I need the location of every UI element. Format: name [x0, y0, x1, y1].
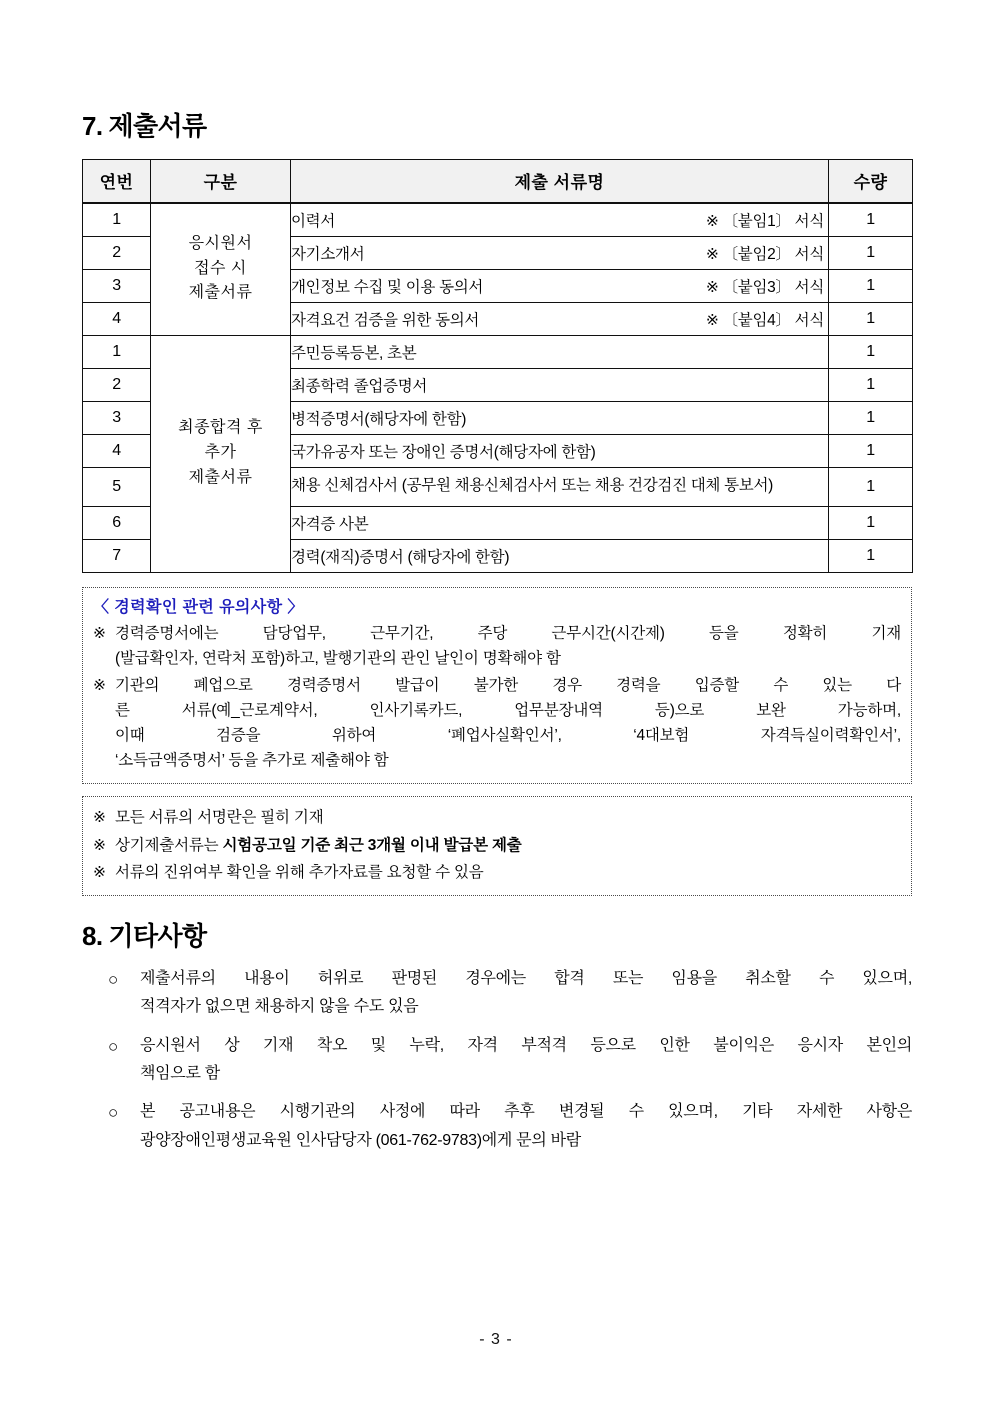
list-item-line: 광양장애인평생교육원 인사담당자 (061-762-9783)에게 문의 바람 — [140, 1131, 581, 1149]
cell-seq: 7 — [83, 539, 151, 572]
submission-documents-table — [82, 159, 913, 573]
other-matters-list — [82, 965, 912, 1156]
cell-quantity: 1 — [829, 467, 913, 506]
document-name-text: 자격증 사본 — [291, 515, 369, 533]
table-row — [83, 335, 913, 368]
note-item-body: 서류의 진위여부 확인을 위해 추가자료를 요청할 수 있음 — [115, 864, 484, 882]
note-box-heading: 〈 경력확인 관련 유의사항 〉 — [93, 598, 304, 616]
cell-quantity: 1 — [829, 401, 913, 434]
list-item-body — [140, 965, 912, 1022]
cell-quantity: 1 — [829, 506, 913, 539]
reference-mark-icon: ※ — [93, 624, 106, 642]
list-item-line: 적격자가 없으면 채용하지 않을 수도 있음 — [140, 998, 419, 1016]
group-label-line: 제출서류 — [188, 468, 253, 486]
document-name-subtext: (공무원 채용신체검사서 또는 채용 건강검진 대체 통보서) — [401, 477, 773, 495]
cell-seq: 4 — [83, 302, 151, 335]
document-attachment-note: ※ 〔붙임4〕 서식 — [705, 311, 824, 329]
reference-mark-icon: ※ — [93, 836, 106, 854]
section-8-number: 8. — [82, 920, 103, 951]
general-submission-note-box — [82, 796, 912, 896]
cell-document-name — [291, 236, 829, 269]
cell-seq: 1 — [83, 203, 151, 237]
note-line: 이때 검증을 위하여 ‘폐업사실확인서’, ‘4대보험 자격득실이력확인서’, — [115, 727, 901, 745]
reference-mark-icon: ※ — [93, 864, 106, 882]
group-label-line: 최종합격 후 — [178, 419, 263, 437]
group-label-line: 제출서류 — [188, 284, 253, 302]
list-item-line: 응시원서 상 기재 착오 및 누락, 자격 부적격 등으로 인한 불이익은 응시자 본인의 — [140, 1036, 912, 1054]
document-name-text: 자기소개서 — [291, 245, 365, 263]
cell-group-label — [151, 203, 291, 336]
document-attachment-note: ※ 〔붙임2〕 서식 — [705, 245, 824, 263]
cell-seq: 2 — [83, 368, 151, 401]
circle-bullet-icon: ○ — [108, 969, 118, 989]
document-name-text: 자격요건 검증을 위한 동의서 — [291, 311, 480, 329]
section-8-heading — [82, 922, 912, 951]
table-row — [83, 203, 913, 237]
section-7-number: 7. — [82, 111, 103, 141]
cell-seq: 3 — [83, 401, 151, 434]
cell-document-name — [291, 401, 829, 434]
cell-quantity: 1 — [829, 236, 913, 269]
list-item — [82, 965, 912, 1022]
list-item-body — [140, 1032, 912, 1089]
note-item — [93, 673, 901, 773]
cell-quantity: 1 — [829, 335, 913, 368]
note-item — [93, 804, 901, 832]
page-content — [82, 112, 912, 1165]
cell-document-name — [291, 203, 829, 237]
document-name-text: 이력서 — [291, 212, 336, 230]
group-label-line: 추가 — [204, 444, 237, 462]
cell-seq: 2 — [83, 236, 151, 269]
cell-quantity: 1 — [829, 269, 913, 302]
cell-document-name — [291, 434, 829, 467]
document-name-text: 주민등록등본, 초본 — [291, 344, 417, 362]
header-name: 제출 서류명 — [291, 159, 829, 203]
list-item — [82, 1032, 912, 1089]
note-text-prefix: 상기제출서류는 — [115, 836, 223, 854]
list-item-line: 책임으로 함 — [140, 1064, 220, 1082]
group-label-line: 접수 시 — [194, 259, 247, 277]
circle-bullet-icon: ○ — [108, 1036, 118, 1056]
cell-document-name — [291, 269, 829, 302]
cell-seq: 6 — [83, 506, 151, 539]
note-line: 경력증명서에는 담당업무, 근무기간, 주당 근무시간(시간제) 등을 정확히 기재 — [115, 624, 901, 642]
note-line: 른 서류(예_근로계약서, 인사기록카드, 업무분장내역 등)으로 보완 가능하며, — [115, 701, 901, 719]
cell-quantity: 1 — [829, 368, 913, 401]
page-number-footer: - 3 - — [479, 1331, 513, 1348]
cell-quantity: 1 — [829, 539, 913, 572]
group-label-line: 응시원서 — [188, 234, 253, 252]
cell-document-name — [291, 467, 829, 506]
cell-document-name — [291, 506, 829, 539]
cell-document-name — [291, 368, 829, 401]
document-name-text: 최종학력 졸업증명서 — [291, 377, 428, 395]
note-item-body — [115, 621, 901, 671]
list-item — [82, 1098, 912, 1155]
note-line: ‘소득금액증명서’ 등을 추가로 제출해야 함 — [115, 752, 389, 770]
list-item-line: 본 공고내용은 시행기관의 사정에 따라 추후 변경될 수 있으며, 기타 자세한 사항은 — [140, 1103, 912, 1121]
document-name-text: 채용 신체검사서 — [291, 477, 398, 495]
note-item-body — [115, 673, 901, 773]
cell-seq: 4 — [83, 434, 151, 467]
header-group: 구분 — [151, 159, 291, 203]
career-verification-note-box — [82, 587, 912, 785]
table-header-row — [83, 159, 913, 203]
note-item — [93, 832, 901, 860]
document-attachment-note: ※ 〔붙임1〕 서식 — [705, 212, 824, 230]
section-7-heading — [82, 112, 912, 141]
document-name-text: 병적증명서(해당자에 한함) — [291, 410, 467, 428]
note-item-body: 모든 서류의 서명란은 필히 기재 — [115, 809, 324, 827]
note-text-emphasis: 시험공고일 기준 최근 3개월 이내 발급본 제출 — [222, 836, 522, 854]
list-item-body — [140, 1098, 912, 1155]
header-seq: 연번 — [83, 159, 151, 203]
cell-document-name — [291, 335, 829, 368]
document-name-text: 경력(재직)증명서 (해당자에 한함) — [291, 548, 510, 566]
cell-seq: 3 — [83, 269, 151, 302]
reference-mark-icon: ※ — [93, 676, 106, 694]
section-7-title: 제출서류 — [108, 111, 207, 141]
cell-group-label — [151, 335, 291, 572]
cell-quantity: 1 — [829, 302, 913, 335]
cell-quantity: 1 — [829, 434, 913, 467]
document-attachment-note: ※ 〔붙임3〕 서식 — [705, 278, 824, 296]
note-line: 기관의 폐업으로 경력증명서 발급이 불가한 경우 경력을 입증할 수 있는 다 — [115, 676, 901, 694]
reference-mark-icon: ※ — [93, 809, 106, 827]
document-name-text: 개인정보 수집 및 이용 동의서 — [291, 278, 484, 296]
circle-bullet-icon: ○ — [108, 1103, 118, 1123]
header-qty: 수량 — [829, 159, 913, 203]
cell-seq: 5 — [83, 467, 151, 506]
cell-quantity: 1 — [829, 203, 913, 237]
cell-seq: 1 — [83, 335, 151, 368]
note-item-body — [115, 832, 901, 860]
section-8-title: 기타사항 — [108, 920, 207, 951]
cell-document-name — [291, 302, 829, 335]
list-item-line: 제출서류의 내용이 허위로 판명된 경우에는 합격 또는 임용을 취소할 수 있으며, — [140, 969, 912, 987]
note-line: (발급확인자, 연락처 포함)하고, 발행기관의 관인 날인이 명확해야 함 — [115, 649, 561, 667]
cell-document-name — [291, 539, 829, 572]
document-name-text: 국가유공자 또는 장애인 증명서(해당자에 한함) — [291, 443, 596, 461]
note-item — [93, 859, 901, 887]
note-item — [93, 621, 901, 671]
